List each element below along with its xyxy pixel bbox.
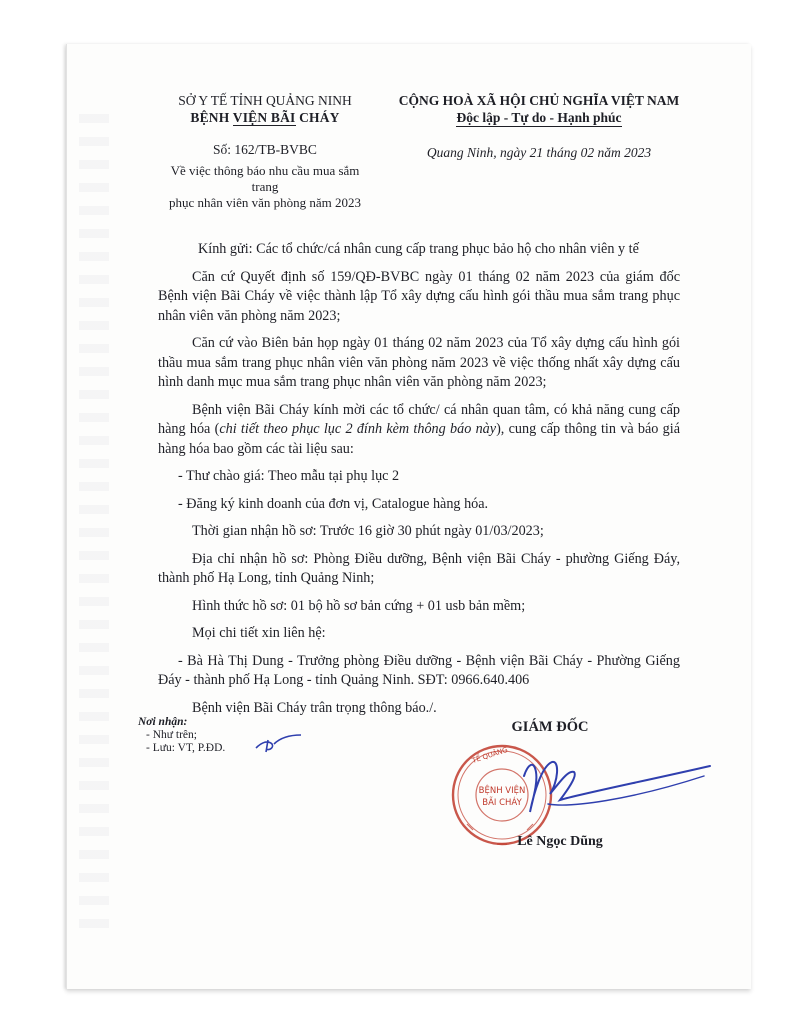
document-subject	[160, 163, 370, 211]
appendix-reference: chi tiết theo phục lục 2 đính kèm thông báo này	[219, 421, 497, 437]
addressee-line: Kính gửi: Các tổ chức/cá nhân cung cấp trang phục bảo hộ cho nhân viên y tế	[198, 241, 639, 257]
submission-address: Địa chỉ nhận hồ sơ: Phòng Điều dưỡng, Bệnh viện Bãi Cháy - phường Giếng Đáy, thành phố Hạ Long, tỉnh Quảng Ninh;	[158, 550, 680, 586]
director-signature	[520, 742, 720, 832]
subject-line-1: Về việc thông báo nhu cầu mua sắm trang	[170, 163, 360, 194]
signer-name: Lê Ngọc Dũng	[517, 834, 603, 849]
subject-line-2: phục nhân viên văn phòng năm 2023	[168, 195, 362, 210]
initials-pen-mark	[254, 732, 304, 756]
required-document-2: - Đăng ký kinh doanh của đơn vị, Catalogue hàng hóa.	[178, 495, 489, 512]
bleed-through-shadow	[79, 114, 109, 934]
nation-name: CỘNG HOÀ XÃ HỘI CHỦ NGHĨA VIỆT NAM	[398, 93, 680, 108]
seal-text-line-1: BỆNH VIỆN	[478, 786, 526, 796]
legal-basis-1: Căn cứ Quyết định số 159/QĐ-BVBC ngày 01 tháng 02 năm 2023 của giám đốc Bệnh viện Bãi Cháy về việc thành lập Tổ xây dựng cấu hình gói thầu mua sắm trang phục nhân viên văn phòng năm 2023;	[158, 268, 680, 324]
required-document-1: - Thư chào giá: Theo mẫu tại phụ lục 2	[178, 468, 400, 484]
contact-intro: Mọi chi tiết xin liên hệ:	[192, 625, 326, 641]
hospital-name: BỆNH VIỆN BÃI CHÁY	[190, 110, 340, 125]
recipient-item: - Như trên;	[146, 729, 197, 741]
document-body	[158, 240, 680, 726]
invitation-paragraph: Bệnh viện Bãi Cháy kính mời các tổ chức/ cá nhân quan tâm, có khả năng cung cấp hàng hóa (chi tiết theo phục lục 2 đính kèm thông báo này), cung cấp thông tin và báo giá hàng hóa bao gồm các tài liệu sau:	[158, 401, 680, 457]
signer-title: GIÁM ĐỐC	[511, 719, 589, 735]
submission-deadline: Thời gian nhận hồ sơ: Trước 16 giờ 30 phút ngày 01/03/2023;	[192, 523, 544, 539]
national-motto: Độc lập - Tự do - Hạnh phúc	[456, 110, 622, 125]
contact-person: - Bà Hà Thị Dung - Trưởng phòng Điều dưỡng - Bệnh viện Bãi Cháy - Phường Giếng Đáy - thành phố Hạ Long - tỉnh Quảng Ninh. SĐT: 0966.640.406	[158, 652, 680, 688]
submission-format: Hình thức hồ sơ: 01 bộ hồ sơ bản cứng + 01 usb bản mềm;	[192, 597, 526, 614]
issue-date: Quang Ninh, ngày 21 tháng 02 năm 2023	[426, 145, 652, 160]
recipient-item: - Lưu: VT, P.ĐD.	[146, 742, 226, 754]
issuer-header	[160, 92, 370, 126]
document-number: Số: 162/TB-BVBC	[213, 142, 317, 157]
authority-name: SỞ Y TẾ TỈNH QUẢNG NINH	[178, 93, 352, 108]
seal-ring-text: TẾ QUẢNG	[471, 745, 509, 765]
seal-text-line-2: BÃI CHÁY	[482, 798, 522, 808]
legal-basis-2: Căn cứ vào Biên bản họp ngày 01 tháng 02 năm 2023 của Tổ xây dựng cấu hình gói thầu mua sắm trang phục nhân viên văn phòng năm 2023 về việc thống nhất xây dựng cấu hình danh mục mua sắm trang phục nhân viên văn phòng năm 2023;	[158, 335, 680, 390]
recipients-label: Nơi nhận:	[138, 716, 188, 728]
national-header	[384, 92, 694, 126]
closing-line: Bệnh viện Bãi Cháy trân trọng thông báo./.	[192, 699, 437, 716]
recipients-block	[138, 716, 338, 755]
